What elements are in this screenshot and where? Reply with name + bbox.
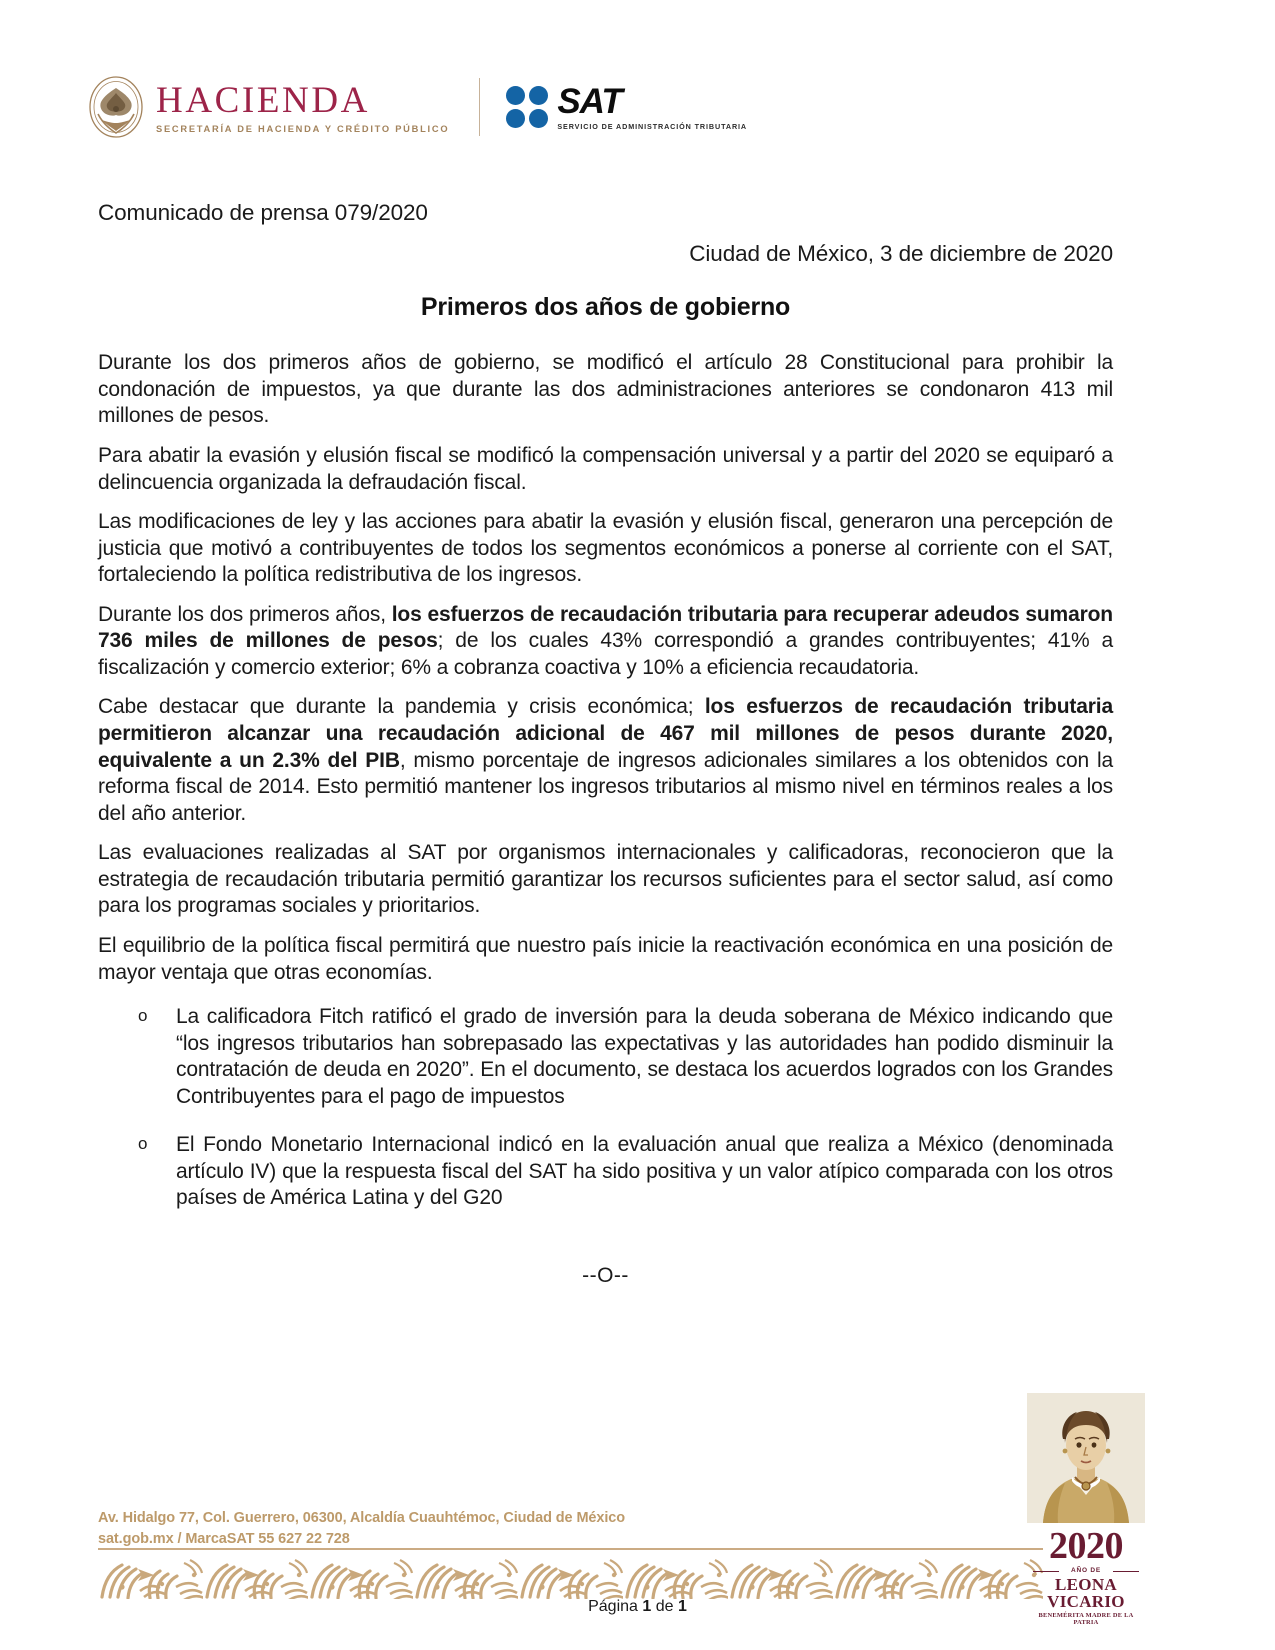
body-text: El equilibrio de la política fiscal permitirá que nuestro país inicie la reactivación económica en una posición de mayor ventaja que otras economías. — [98, 933, 1113, 984]
leona-vicario-seal — [1027, 1393, 1145, 1626]
sat-wordmark: SAT — [557, 81, 622, 121]
end-separator: --O-- — [582, 1264, 629, 1287]
bullet-marker-icon: o — [138, 1006, 148, 1026]
document-header — [0, 0, 1275, 180]
sat-subtitle: SERVICIO DE ADMINISTRACIÓN TRIBUTARIA — [557, 121, 748, 131]
document-body — [98, 198, 1113, 1288]
footer-address-line1: Av. Hidalgo 77, Col. Guerrero, 06300, Alcaldía Cuauhtémoc, Ciudad de México — [98, 1510, 625, 1526]
list-item — [98, 1132, 1113, 1212]
hacienda-wordmark: HACIENDA — [156, 79, 371, 121]
dateline: Ciudad de México, 3 de diciembre de 2020 — [689, 241, 1113, 267]
press-release-number: Comunicado de prensa 079/2020 — [98, 200, 428, 225]
mexican-coat-of-arms-icon — [88, 76, 144, 138]
body-text: Las evaluaciones realizadas al SAT por organismos internacionales y calificadoras, reconocieron que la estrategia de recaudación tributaria permitió garantizar los recursos suficientes para el sector salud, así como para los programas sociales y prioritarios. — [98, 841, 1113, 918]
sat-dots-icon — [506, 86, 548, 128]
seal-tagline: BENEMÉRITA MADRE DE LA PATRIA — [1038, 1612, 1134, 1626]
seal-year: 2020 — [1049, 1525, 1123, 1567]
footer-address-line2: sat.gob.mx / MarcaSAT 55 627 22 728 — [98, 1530, 350, 1547]
bullet-list — [98, 1004, 1113, 1212]
emphasis-text: los esfuerzos de recaudación tributaria para recuperar adeudos sumaron 736 miles de millones de pesos — [98, 602, 1113, 653]
seal-ano-de: AÑO DE — [1027, 1567, 1145, 1574]
body-text: ; de los cuales 43% correspondió a grandes contribuyentes; 41% a fiscalización y comercio exterior; 6% a cobranza coactiva y 10% a eficiencia recaudatoria. — [98, 629, 1113, 679]
body-text: Las modificaciones de ley y las acciones para abatir la evasión y elusión fiscal, generaron una percepción de justicia que motivó a contribuyentes de todos los segmentos económicos a ponerse al corriente con el SAT, fortaleciendo la política redistributiva de los ingresos. — [98, 510, 1113, 587]
body-text: , mismo porcentaje de ingresos adicionales similares a los obtenidos con la reforma fiscal de 2014. Esto permitió mantener los ingresos tributarios al mismo nivel en términos reales a los del año anterior. — [98, 748, 1113, 825]
page-label-middle: de — [651, 1598, 678, 1615]
seal-name: LEONA VICARIO — [1047, 1575, 1125, 1611]
leona-vicario-portrait-icon — [1027, 1393, 1145, 1523]
bullet-marker-icon: o — [138, 1134, 148, 1154]
paragraph — [98, 933, 1113, 986]
paragraph — [98, 509, 1113, 589]
body-text: Cabe destacar que durante la pandemia y crisis económica; — [98, 695, 705, 719]
emphasis-text: los esfuerzos de recaudación tributaria permitieron alcanzar una recaudación adicional de 467 mil millones de pesos durante 2020, equivalente a un 2.3% del PIB — [98, 695, 1113, 772]
paragraph — [98, 443, 1113, 496]
hacienda-logo — [156, 80, 449, 134]
page-title: Primeros dos años de gobierno — [420, 293, 791, 322]
body-text: Para abatir la evasión y elusión fiscal se modificó la compensación universal y a partir del 2020 se equiparó a delincuencia organizada la defraudación fiscal. — [98, 443, 1113, 494]
paragraph-list — [98, 350, 1113, 986]
page-label-prefix: Página — [588, 1598, 643, 1615]
paragraph — [98, 350, 1113, 430]
logo-divider — [479, 78, 480, 136]
list-item-text: La calificadora Fitch ratificó el grado de inversión para la deuda soberana de México indicando que “los ingresos tributarios han sobrepasado las expectativas y las autoridades han podido disminuir la contratación de deuda en 2020”. En el documento, se destaca los acuerdos logrados con los Grandes Contribuyentes para el pago de impuestos — [176, 1005, 1113, 1108]
sat-logo — [506, 81, 748, 131]
page-current: 1 — [642, 1598, 652, 1615]
footer-address — [98, 1508, 625, 1549]
body-text: Durante los dos primeros años, — [98, 602, 392, 626]
list-item — [98, 1004, 1113, 1110]
footer-divider — [98, 1548, 1043, 1550]
paragraph — [98, 602, 1113, 682]
hacienda-subtitle: SECRETARÍA DE HACIENDA Y CRÉDITO PÚBLICO — [156, 123, 450, 134]
logo-row — [88, 74, 747, 140]
list-item-text: El Fondo Monetario Internacional indicó en la evaluación anual que realiza a México (denominada artículo IV) que la respuesta fiscal del SAT ha sido positiva y un valor atípico comparada con los otros países de América Latina y del G20 — [176, 1133, 1113, 1210]
page-total: 1 — [677, 1598, 687, 1615]
body-text: Durante los dos primeros años de gobierno, se modificó el artículo 28 Constitucional para prohibir la condonación de impuestos, ya que durante las dos administraciones anteriores se condonaron 413 mil millones de pesos. — [98, 351, 1113, 428]
prehispanic-pattern-band — [98, 1557, 1043, 1599]
paragraph — [98, 840, 1113, 920]
paragraph — [98, 694, 1113, 827]
